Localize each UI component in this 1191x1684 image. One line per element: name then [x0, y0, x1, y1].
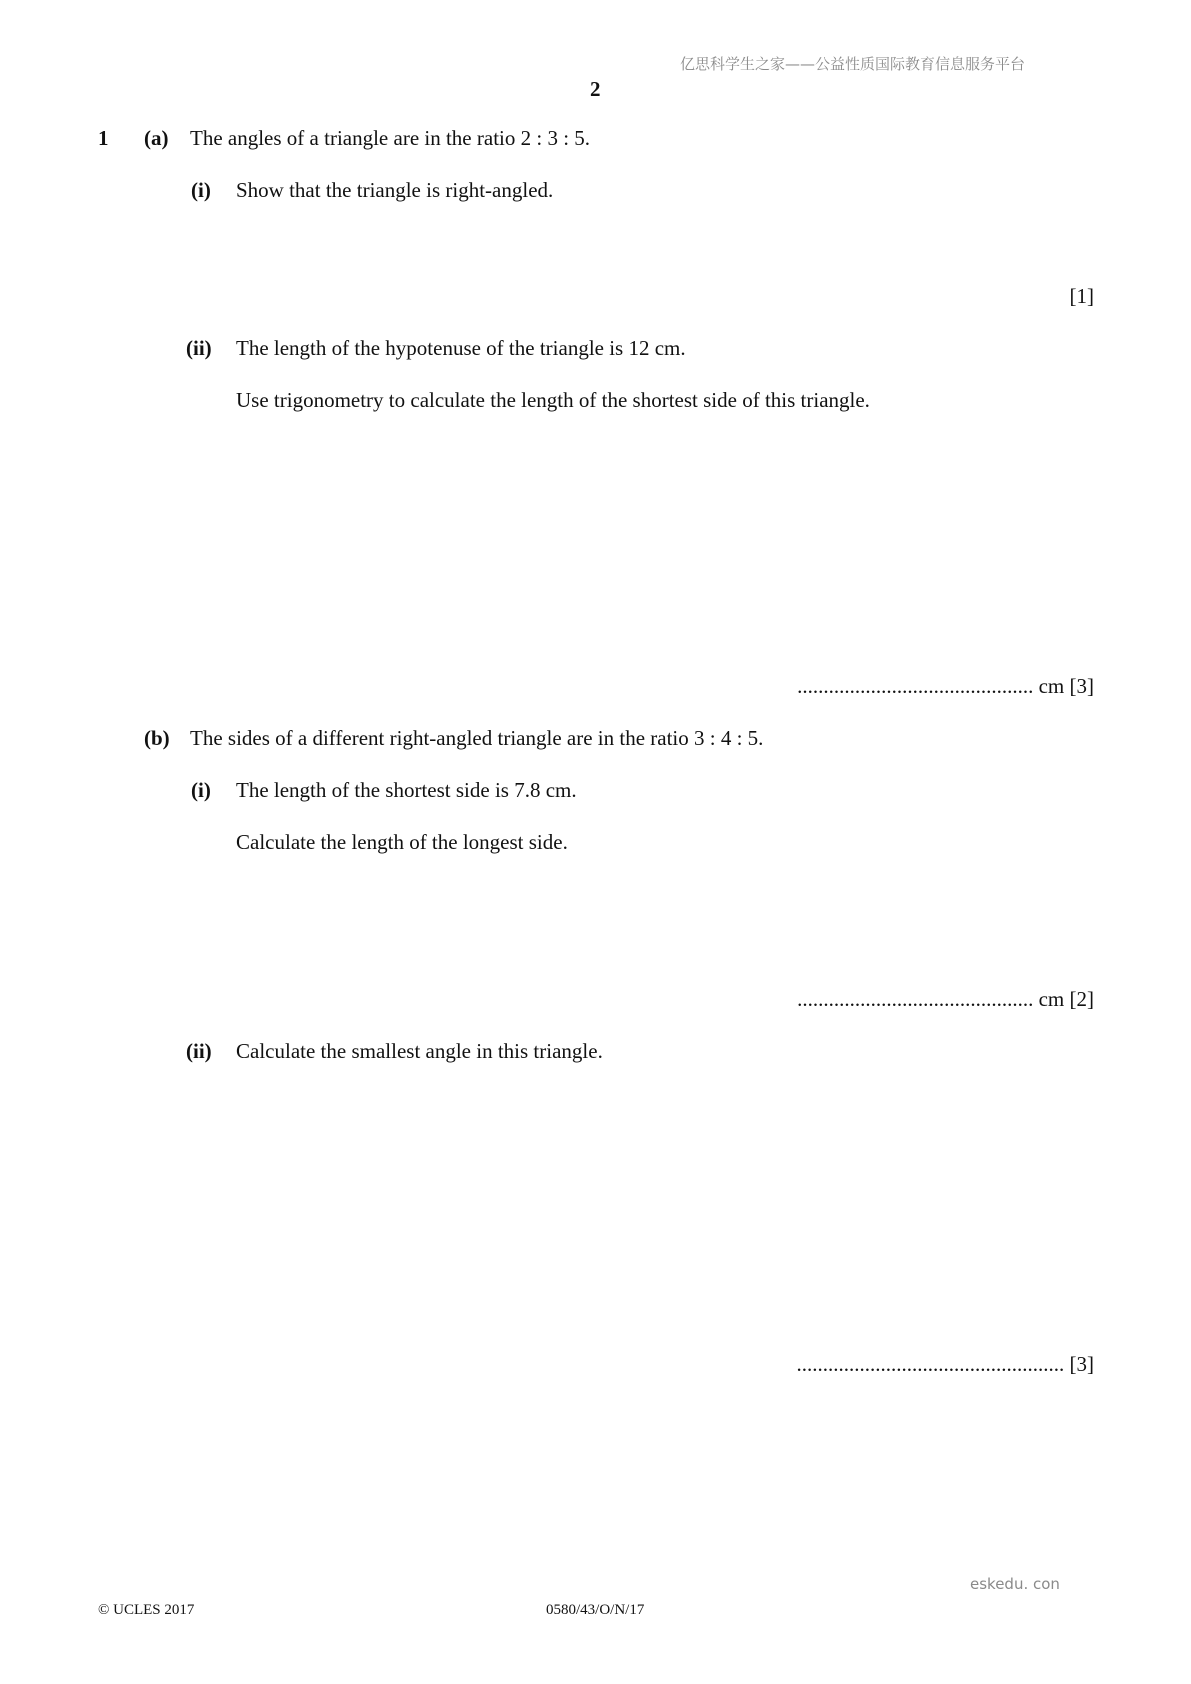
question-number: 1 — [98, 126, 109, 150]
watermark-bottom: eskedu. con — [970, 1575, 1060, 1593]
part-a-ii-text: The length of the hypotenuse of the triangle is 12 cm. — [236, 336, 686, 360]
part-a-i-marks: [1] — [1069, 284, 1094, 308]
part-b-text: The sides of a different right-angled triangle are in the ratio 3 : 4 : 5. — [190, 726, 764, 750]
part-b-ii-text: Calculate the smallest angle in this triangle. — [236, 1039, 603, 1063]
page-number: 2 — [590, 77, 601, 101]
part-b-i-answer-line[interactable]: ............................................. cm [2] — [797, 987, 1094, 1011]
part-a-ii-label: (ii) — [186, 336, 212, 360]
copyright: © UCLES 2017 — [98, 1602, 195, 1618]
part-a-text: The angles of a triangle are in the ratio 2 : 3 : 5. — [190, 126, 591, 150]
part-a-label: (a) — [144, 126, 169, 150]
part-b-i-label: (i) — [191, 778, 211, 802]
part-b-ii-label: (ii) — [186, 1039, 212, 1063]
part-a-ii-instruction: Use trigonometry to calculate the length of the shortest side of this triangle. — [236, 388, 870, 412]
paper-code: 0580/43/O/N/17 — [546, 1602, 645, 1618]
part-a-i-label: (i) — [191, 178, 211, 202]
part-b-label: (b) — [144, 726, 170, 750]
part-b-i-instruction: Calculate the length of the longest side. — [236, 830, 568, 854]
part-a-i-text: Show that the triangle is right-angled. — [236, 178, 554, 202]
part-b-ii-answer-line[interactable]: ................................................... [3] — [796, 1352, 1094, 1376]
watermark-top: 亿思科学生之家——公益性质国际教育信息服务平台 — [680, 55, 1026, 73]
part-b-i-text: The length of the shortest side is 7.8 cm. — [236, 778, 577, 802]
part-a-ii-answer-line[interactable]: ............................................. cm [3] — [797, 674, 1094, 698]
